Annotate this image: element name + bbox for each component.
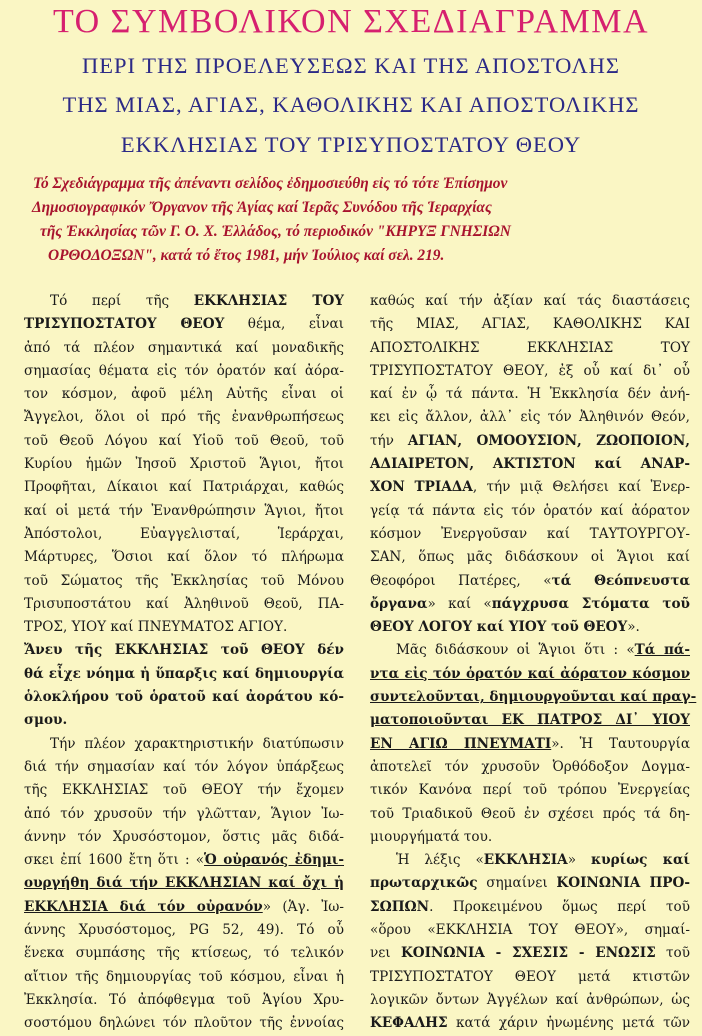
text-run: σοστόμου δηλώνει τόν πλοῦτον τῆς ἐννοίας [24, 1015, 344, 1032]
text-run: τοῦ Σώματος τῆς Ἐκκλησίας τοῦ Μόνου [24, 572, 344, 589]
text-line [24, 896, 344, 919]
text-run: ὄργανα [370, 595, 428, 612]
text-run: τον κόσμον, ἀφοῦ μέλη Αὐτῆς εἶναι οἱ [24, 386, 344, 403]
text-line [370, 756, 690, 779]
text-run: σημαίνει [477, 875, 557, 892]
text-run: Ἀπόστολοι, Εὐαγγελισταί, Ἱεράρχαι, [24, 525, 344, 542]
text-line [24, 406, 344, 429]
text-line [370, 686, 697, 709]
text-line [24, 686, 344, 709]
text-line [24, 430, 344, 453]
text-line [24, 779, 344, 802]
text-line [24, 639, 344, 662]
text-line [370, 523, 690, 546]
text-line [370, 639, 690, 662]
text-run: ουργήθη διά τήν ΕΚΚΛΗΣΙΑΝ καί ὄχι ἡ [24, 875, 344, 892]
text-line [370, 896, 690, 919]
text-run: ΤΡΙΣΥΠΟΣΤΑΤΟΥ ΘΕΟΥ μετά κτιστῶν [370, 968, 690, 985]
text-line [370, 453, 690, 476]
text-run: μιουργήματά του. [370, 828, 493, 845]
text-run: Τήν πλέον χαρακτηριστικήν διατύπωσιν [50, 735, 344, 752]
text-run: τῆς ΕΚΚΛΗΣΙΑΣ τοῦ ΘΕΟΥ τήν ἔχομεν [24, 782, 344, 799]
text-line [24, 383, 344, 406]
text-run: ΑΔΙΑΙΡΕΤΟΝ, ΑΚΤΙΣΤΟΝ καί ΑΝΑΡ- [370, 456, 690, 473]
text-run: κυρίως καί [590, 852, 690, 869]
text-line [370, 430, 690, 453]
text-line [24, 476, 344, 499]
text-line [24, 803, 344, 826]
subtitle-line-3: ΕΚΚΛΗΣΙΑΣ ΤΟΥ ΤΡΙΣΥΠΟΣΤΑΤΟΥ ΘΕΟΥ [120, 132, 582, 157]
text-run: σκει ἐπί 1600 ἔτη ὅτι : « [24, 852, 205, 869]
text-line [24, 756, 344, 779]
text-run: ΣΩΠΩΝ [370, 898, 430, 915]
text-line [370, 290, 690, 313]
text-line [370, 872, 690, 895]
text-run: Προφῆται, Δίκαιοι καί Πατριάρχαι, καθώς [24, 479, 344, 496]
text-run: ΑΠΟΣΤΟΛΙΚΗΣ ΕΚΚΛΗΣΙΑΣ ΤΟΥ [370, 339, 690, 356]
text-run: συντελοῦνται, δημιουργοῦνται καί πραγ- [370, 689, 697, 706]
text-run: ΘΕΟΥ ΛΟΓΟΥ καί ΥΙΟΥ τοῦ ΘΕΟΥ [370, 619, 628, 636]
text-line [24, 733, 344, 756]
text-run: , τήν μιᾷ Θελήσει καί Ἐνερ- [472, 479, 690, 496]
text-run: τικόν Κανόνα περί τοῦ τρόπου Ἐνεργείας [370, 782, 690, 799]
text-run: ἀποτελεῖ τόν χρυσοῦν Ὀρθόδοξον Δογμα- [370, 758, 690, 775]
text-run: Ὁ οὐρανός ἐδημι- [204, 852, 344, 869]
text-line [370, 709, 690, 732]
text-run: ΚΕΦΑΛΗΣ [370, 1015, 448, 1032]
intro-line: τῆς Ἐκκλησίας τῶν Γ. Ο. Χ. Ἑλλάδος, τό περιοδικόν "ΚΗΡΥΞ ΓΝΗΣΙΩΝ [40, 223, 511, 240]
text-run: Τά πά- [634, 642, 690, 659]
text-run: τά Θεόπνευστα [551, 572, 690, 589]
text-line [24, 290, 344, 313]
text-run: Μᾶς διδάσκουν οἱ Ἅγιοι ὅτι : « [396, 642, 635, 659]
text-line [24, 919, 344, 942]
text-line [24, 360, 344, 383]
text-run: . Προκειμένου ὅμως περί τοῦ [429, 898, 690, 915]
text-run: ΤΡΙΣΥΠΟΣΤΑΤΟΥ ΘΕΟΥ [24, 316, 225, 333]
text-run: ΚΟΙΝΩΝΙΑ - ΣΧΕΣΙΣ - ΕΝΩΣΙΣ [400, 945, 656, 962]
text-run: νει [370, 945, 401, 962]
text-run: καθώς καί τήν ἀξίαν καί τάς διαστάσεις [370, 293, 690, 309]
text-line [370, 337, 690, 360]
text-line [24, 849, 344, 872]
text-line [370, 383, 690, 406]
text-run: ». Ἡ Ταυτουργία [551, 735, 690, 752]
text-line [24, 453, 344, 476]
text-run: ΕΚΚΛΗΣΙΑΣ ΤΟΥ [193, 293, 344, 309]
text-run: Ἡ λέξις « [396, 852, 484, 869]
text-run: σημασίας θέματα εἰς τόν ὁρατόν καί ἀόρα- [24, 362, 344, 379]
text-line [24, 1012, 344, 1035]
text-run: ντα εἰς τόν ὁρατόν καί ἀόρατον κόσμον [370, 665, 690, 682]
text-line [370, 500, 690, 523]
text-run: ΤΡΙΣΥΠΟΣΤΑΤΟΥ ΘΕΟΥ, ἐξ οὗ καί δι᾽ οὗ [370, 362, 690, 379]
text-run: ΕΚΚΛΗΣΙΑ διά τόν οὐρανόν [24, 898, 263, 915]
text-run: πρωταρχικῶς [370, 875, 478, 892]
text-line [370, 476, 690, 499]
text-run: πάγχρυσα Στόματα τοῦ [491, 595, 690, 612]
text-run: αἴτιον τῆς δημιουργίας τοῦ κόσμου, εἶναι ἡ [24, 968, 344, 985]
text-line [370, 406, 690, 429]
text-line [24, 313, 344, 336]
text-run: » (Ἁγ. Ἰω- [262, 898, 344, 915]
text-run: θά εἶχε νόημα ἡ ὕπαρξις καί δημιουργία [24, 665, 344, 682]
text-run: Ἄνευ τῆς ΕΚΚΛΗΣΙΑΣ τοῦ ΘΕΟΥ δέν [24, 642, 344, 659]
text-line [24, 989, 344, 1012]
text-line [370, 803, 690, 826]
text-run: » [567, 852, 591, 869]
text-run: Μάρτυρες, Ὅσιοι καί ὅλον τό πλήρωμα [24, 549, 344, 566]
text-run: ΣΑΝ, ὅπως μᾶς διδάσκουν οἱ Ἅγιοι καί [370, 549, 690, 566]
text-run: Ἐκκλησία. Τό ἀπόφθεγμα τοῦ Ἁγίου Χρυ- [24, 991, 344, 1008]
text-line [370, 826, 690, 849]
text-line [370, 989, 690, 1012]
text-run: Τρισυποστάτου καί Ἀληθινοῦ Θεοῦ, ΠΑ- [24, 595, 344, 612]
text-run: γείᾳ τά πάντα εἰς τόν ὁρατόν καί ἀόρατον [370, 502, 690, 519]
text-run: ΕΝ ΑΓΙΩ ΠΝΕΥΜΑΤΙ [370, 735, 552, 752]
intro-note [32, 172, 672, 268]
text-line [370, 593, 690, 616]
text-run: ἀπό τόν χρυσοῦν τήν γλῶτταν, Ἅγιον Ἰω- [24, 805, 344, 822]
text-run: καί οἱ μετά τήν Ἐνανθρώπησιν Ἅγιοι, ἤτοι [24, 502, 344, 519]
text-line [24, 826, 344, 849]
text-run: άννην τόν Χρυσόστομον, ὅστις μᾶς διδά- [24, 828, 344, 845]
text-run: σμου. [24, 712, 68, 729]
text-run: διά τήν σημασίαν καί τόν λόγον ὑπάρξεως [24, 758, 344, 775]
text-run: ἕνεκα συμπάσης τῆς κτίσεως, τό τελικόν [24, 945, 344, 962]
text-line [370, 570, 690, 593]
text-run: τῆς ΜΙΑΣ, ΑΓΙΑΣ, ΚΑΘΟΛΙΚΗΣ ΚΑΙ [370, 316, 690, 333]
text-run: Θεοφόροι Πατέρες, « [370, 572, 552, 589]
subtitle-line-2: ΤΗΣ ΜΙΑΣ, ΑΓΙΑΣ, ΚΑΘΟΛΙΚΗΣ ΚΑΙ ΑΠΟΣΤΟΛΙΚΗΣ [62, 92, 640, 117]
text-line [24, 523, 344, 546]
text-run: ΤΡΟΣ, ΥΙΟΥ καί ΠΝΕΥΜΑΤΟΣ ΑΓΙΟΥ. [24, 619, 288, 636]
text-run: Ἄγγελοι, ὅλοι οἱ πρό τῆς ἐνανθρωπήσεως [24, 409, 344, 426]
text-run: λογικῶν ὄντων Ἀγγέλων καί ἀνθρώπων, ὡς [370, 991, 690, 1008]
text-run: κει εἰς ἄλλον, ἀλλ᾽ εἰς τόν Ἀληθινόν Θεόν, [370, 409, 690, 426]
text-line [24, 663, 344, 686]
text-run: τοῦ Τριαδικοῦ Θεοῦ ἐν σχέσει πρός τά δη- [370, 805, 690, 822]
text-run: τοῦ [655, 945, 691, 962]
intro-line: Τό Σχεδιάγραμμα τῆς ἀπέναντι σελίδος ἐδημοσιεύθη εἰς τό τότε Ἐπίσημον [33, 175, 508, 192]
text-line [370, 849, 690, 872]
text-run: ΧΟΝ ΤΡΙΑΔΑ [370, 479, 473, 496]
left-column [24, 290, 344, 1036]
text-run: ΑΓΙΑΝ, ΟΜΟΟΥΣΙΟΝ, ΖΩΟΠΟΙΟΝ, [407, 432, 690, 449]
text-line [370, 966, 690, 989]
text-run: θέμα, εἶναι [224, 316, 345, 333]
text-run: καί ἐν ᾧ τά πάντα. Ἡ Ἐκκλησία δέν ἀνή- [370, 386, 690, 403]
intro-line: ΟΡΘΟΔΟΞΩΝ", κατά τό ἔτος 1981, μήν Ἰούλιος καί σελ. 219. [48, 247, 445, 264]
text-line [24, 709, 344, 732]
text-run: ὁλοκλήρου τοῦ ὁρατοῦ καί ἀοράτου κό- [24, 689, 344, 706]
text-line [24, 337, 344, 360]
text-run: » καί « [427, 595, 492, 612]
text-run: κατά χάριν ἡνωμένης μετά τῶν [447, 1015, 690, 1032]
text-line [24, 593, 344, 616]
text-line [370, 919, 690, 942]
text-run: κόσμον Ἐνεργοῦσαν καί ΤΑΥΤΟΥΡΓΟΥ- [370, 525, 690, 542]
text-line [370, 313, 690, 336]
text-line [24, 942, 344, 965]
text-run: «ὅρου «ΕΚΚΛΗΣΙΑ ΤΟΥ ΘΕΟΥ», σημαί- [370, 922, 690, 939]
text-line [24, 570, 344, 593]
right-column [370, 290, 697, 1036]
text-run: τήν [370, 432, 408, 449]
text-run: ». [627, 619, 640, 636]
main-title: ΤΟ ΣΥΜΒΟΛΙΚΟΝ ΣΧΕΔΙΑΓΡΑΜΜΑ [52, 3, 650, 40]
text-line [370, 546, 690, 569]
text-line [370, 942, 690, 965]
text-run: άννης Χρυσόστομος, PG 52, 49). Τό οὗ [24, 922, 344, 939]
intro-line: Δημοσιογραφικόν Ὄργανον τῆς Ἁγίας καί Ἱερᾶς Συνόδου τῆς Ἱεραρχίας [32, 199, 492, 216]
text-line [370, 779, 690, 802]
text-run: τοῦ Θεοῦ Λόγου καί Υἱοῦ τοῦ Θεοῦ, τοῦ [24, 432, 344, 449]
text-line [370, 1012, 690, 1035]
subtitle-line-1: ΠΕΡΙ ΤΗΣ ΠΡΟΕΛΕΥΣΕΩΣ ΚΑΙ ΤΗΣ ΑΠΟΣΤΟΛΗΣ [82, 53, 620, 78]
text-line [370, 360, 690, 383]
text-run: ΕΚΚΛΗΣΙΑ [483, 852, 568, 869]
text-line [24, 546, 344, 569]
text-line [370, 616, 690, 639]
text-line [24, 616, 344, 639]
text-run: Κυρίου ἡμῶν Ἰησοῦ Χριστοῦ Ἅγιοι, ἤτοι [24, 456, 344, 473]
text-run: ματοποιοῦνται ΕΚ ΠΑΤΡΟΣ ΔΙ᾽ ΥΙΟΥ [370, 712, 690, 729]
text-line [24, 966, 344, 989]
text-line [370, 663, 690, 686]
text-line [24, 500, 344, 523]
text-line [24, 872, 344, 895]
text-run: ΚΟΙΝΩΝΙΑ ΠΡΟ- [556, 875, 690, 892]
text-run: Τό περί τῆς [50, 293, 194, 309]
text-line [370, 733, 690, 756]
text-run: ἀπό τά πλέον σημαντικά καί μοναδικῆς [24, 339, 344, 356]
